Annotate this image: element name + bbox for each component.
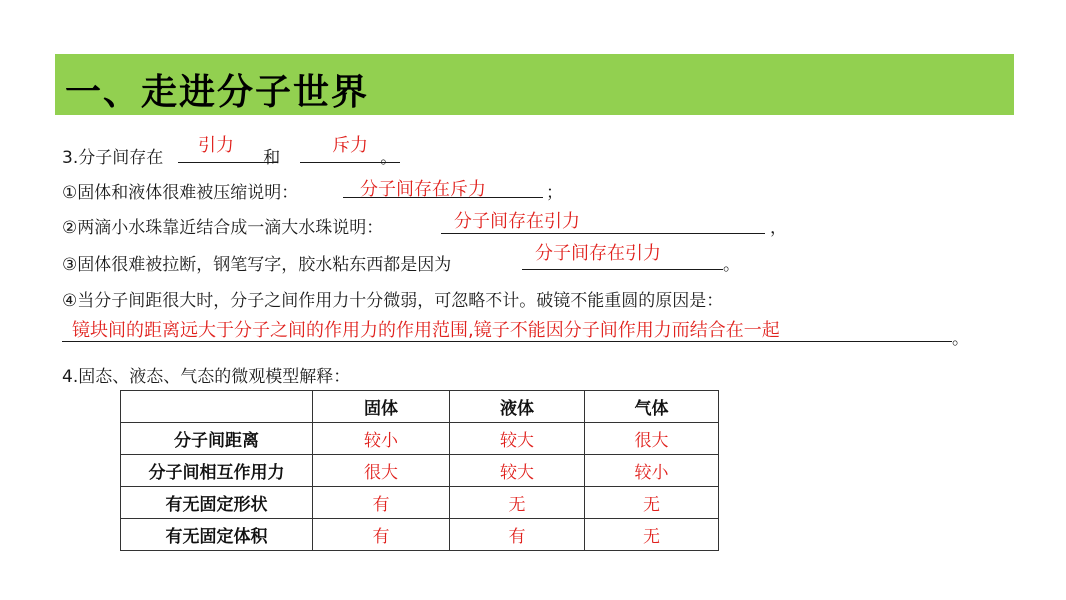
q3-prefix: 3.分子间存在 bbox=[62, 148, 164, 168]
table-row bbox=[121, 455, 719, 487]
table-cell: 较大 bbox=[450, 455, 585, 487]
page-title: 一、走进分子世界 bbox=[65, 72, 370, 113]
q3-blank-line-1 bbox=[178, 162, 278, 163]
row-label: 分子间相互作用力 bbox=[121, 455, 313, 487]
item4-answer: 镜块间的距离远大于分子之间的作用力的作用范围,镜子不能因分子间作用力而结合在一起 bbox=[72, 320, 780, 341]
table-cell: 无 bbox=[585, 519, 719, 551]
q4-title: 4.固态、液态、气态的微观模型解释： bbox=[62, 367, 351, 387]
q3-mid: 和 bbox=[263, 148, 281, 168]
row-label: 分子间距离 bbox=[121, 423, 313, 455]
item3-text: ③固体很难被拉断，钢笔写字，胶水粘东西都是因为 bbox=[62, 255, 452, 275]
q3-answer-2: 斥力 bbox=[332, 135, 368, 156]
table-cell: 无 bbox=[450, 487, 585, 519]
states-model-table bbox=[120, 390, 719, 551]
table-header-liquid: 液体 bbox=[450, 391, 585, 423]
item3-blank-line bbox=[522, 269, 723, 270]
table-header-row bbox=[121, 391, 719, 423]
table-cell: 很大 bbox=[585, 423, 719, 455]
item2-answer: 分子间存在引力 bbox=[454, 211, 580, 232]
table-row bbox=[121, 487, 719, 519]
table-header-gas: 气体 bbox=[585, 391, 719, 423]
q3-blank-line-2 bbox=[300, 162, 400, 163]
table-cell: 较大 bbox=[450, 423, 585, 455]
table-cell: 有 bbox=[450, 519, 585, 551]
item1-end: ； bbox=[546, 183, 563, 203]
row-label: 有无固定体积 bbox=[121, 519, 313, 551]
table-row bbox=[121, 423, 719, 455]
item3-answer: 分子间存在引力 bbox=[535, 243, 661, 264]
table-cell: 较小 bbox=[585, 455, 719, 487]
table-row bbox=[121, 519, 719, 551]
item4-end: 。 bbox=[952, 329, 969, 349]
table-cell: 无 bbox=[585, 487, 719, 519]
table-cell: 很大 bbox=[313, 455, 450, 487]
table-header-corner bbox=[121, 391, 313, 423]
item2-end: ， bbox=[770, 218, 787, 238]
item3-end: 。 bbox=[723, 255, 740, 275]
item1-answer: 分子间存在斥力 bbox=[360, 179, 486, 200]
table-cell: 较小 bbox=[313, 423, 450, 455]
table-cell: 有 bbox=[313, 519, 450, 551]
item2-text: ②两滴小水珠靠近结合成一滴大水珠说明： bbox=[62, 218, 384, 238]
q3-end: 。 bbox=[380, 148, 398, 168]
table-cell: 有 bbox=[313, 487, 450, 519]
title-bar bbox=[55, 54, 1014, 115]
row-label: 有无固定形状 bbox=[121, 487, 313, 519]
item2-blank-line bbox=[441, 233, 765, 234]
item4-text: ④当分子间距很大时，分子之间作用力十分微弱，可忽略不计。破镜不能重圆的原因是： bbox=[62, 291, 724, 311]
item1-text: ①固体和液体很难被压缩说明： bbox=[62, 183, 299, 203]
table-header-solid: 固体 bbox=[313, 391, 450, 423]
q3-answer-1: 引力 bbox=[198, 135, 234, 156]
